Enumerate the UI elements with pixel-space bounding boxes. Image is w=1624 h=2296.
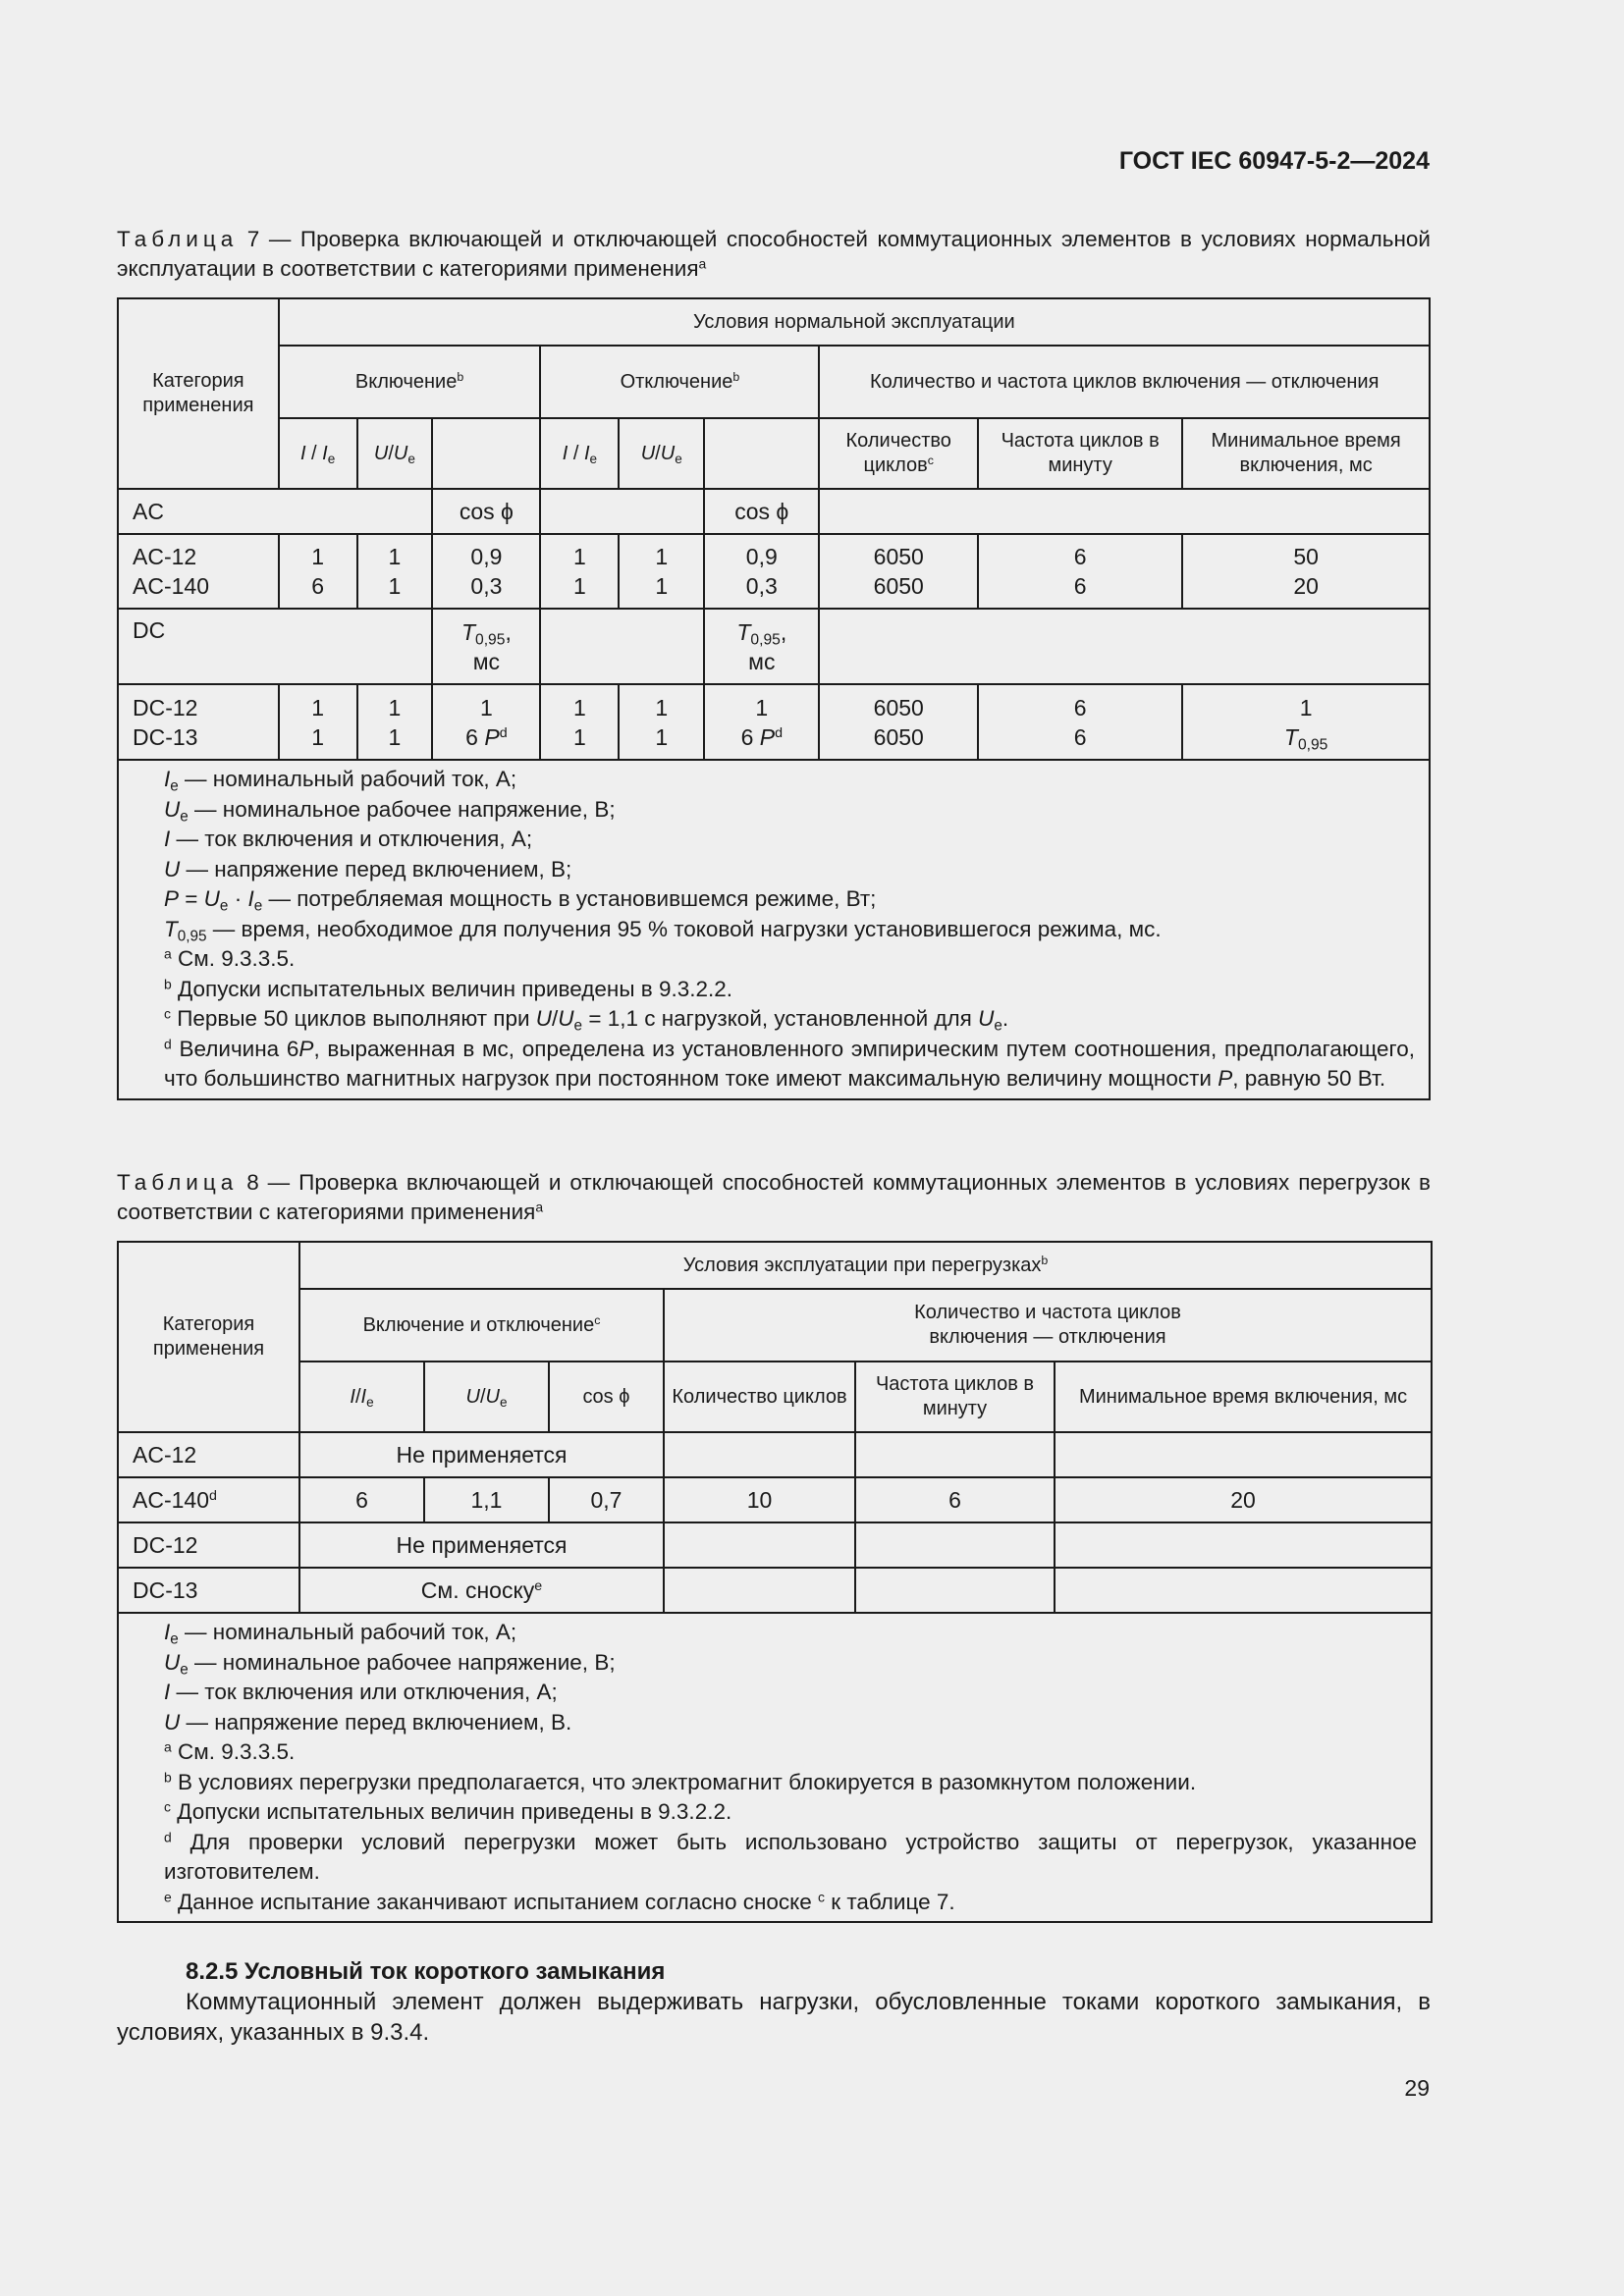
- t7-dc-categories: DC-12 DC-13: [118, 684, 279, 760]
- t7-dc-make-t: $T_{0,95}$, мс: [432, 609, 540, 684]
- t7-header-make-empty: [432, 418, 540, 489]
- t7-header-break-u: $U/U_e$: [619, 418, 704, 489]
- t7-dc-break-t-values: 1 6 $P^d$: [704, 684, 819, 760]
- t8-header-min-time: Минимальное время включения, мс: [1055, 1362, 1432, 1432]
- t7-dc-label: DC: [118, 609, 432, 684]
- t7-ac-break-u: 1 1: [619, 534, 704, 609]
- section-8-2-5: [117, 1956, 1431, 2048]
- t7-header-break-i: I / $I_e$: [540, 418, 619, 489]
- t8-row-ac140-frequency: 6: [855, 1477, 1055, 1522]
- t8-row-ac140-cycles: 10: [664, 1477, 855, 1522]
- t7-header-break-empty: [704, 418, 819, 489]
- t7-notes: $I_e$ — номинальный рабочий ток, А; $U_e$ — номинальное рабочее напряжение, В; I — ток включения и отключения, А; U — напряжение перед включением, В; $P = U_e \cdot I_e$ — потребляемая мощность в установившемся режиме, Вт; $T_{0,95}$ — время, необходимое для получения 95 % токовой нагрузки установившегося режима, мс. $^a$ См. 9.3.3.5. $^b$ Допуски испытательных величин приведены в 9.3.2.2. $^c$ Первые 50 циклов выполняют при $U/U_e = 1,1$ с нагрузкой, установленной для $U_e$. $^d$ Величина 6P, выраженная в мс, определена из установленного эмпирическим путем соотношения, предполагающего, что большинство магнитных нагрузок при постоянном токе имеют максимальную величину мощности P, равную 50 Вт.: [118, 760, 1430, 1099]
- page-number: 29: [1404, 2075, 1430, 2101]
- t7-header-cycles-count: Количество циклов$^c$: [819, 418, 978, 489]
- t7-ac-break-cos: cos ϕ: [704, 489, 819, 534]
- t7-ac-break-cos-values: 0,9 0,3: [704, 534, 819, 609]
- t8-row-ac140-cos: 0,7: [549, 1477, 664, 1522]
- t7-header-min-time: Минимальное время включения, мс: [1182, 418, 1430, 489]
- t7-ac-min-time: 50 20: [1182, 534, 1430, 609]
- t8-row-ac12-category: AC-12: [118, 1432, 299, 1477]
- t8-row-ac12-frequency: [855, 1432, 1055, 1477]
- t8-header-frequency: Частота циклов в минуту: [855, 1362, 1055, 1432]
- t7-dc-frequency: 6 6: [978, 684, 1182, 760]
- t7-dc-cycles: 6050 6050: [819, 684, 978, 760]
- t7-ac-make-u: 1 1: [357, 534, 433, 609]
- t7-ac-make-cos-values: 0,9 0,3: [432, 534, 540, 609]
- t7-ac-empty: [540, 489, 704, 534]
- t8-notes: $I_e$ — номинальный рабочий ток, А; $U_e$ — номинальное рабочее напряжение, В; I — ток включения или отключения, А; U — напряжение перед включением, В. $^a$ См. 9.3.3.5. $^b$ В условиях перегрузки предполагается, что электромагнит блокируется в разомкнутом положении. $^c$ Допуски испытательных величин приведены в 9.3.2.2. $^d$ Для проверки условий перегрузки может быть использовано устройство защиты от перегрузок, указанное изготовителем. $^e$ Данное испытание заканчивают испытанием согласно сноске $^c$ к таблице 7.: [118, 1613, 1432, 1922]
- t8-row-ac140-i: 6: [299, 1477, 424, 1522]
- t7-ac-label: AC: [118, 489, 432, 534]
- table8: [117, 1241, 1433, 1923]
- section-heading: 8.2.5 Условный ток короткого замыкания: [186, 1958, 666, 1985]
- t8-header-category: Категория применения: [118, 1242, 299, 1432]
- t8-row-ac140-min-time: 20: [1055, 1477, 1432, 1522]
- t8-header-make-break: Включение и отключение$^c$: [299, 1289, 664, 1362]
- t7-header-make-u: $U/U_e$: [357, 418, 433, 489]
- t8-row-dc13-cycles: [664, 1568, 855, 1613]
- t7-header-category: Категория применения: [118, 298, 279, 489]
- t7-dc-empty: [540, 609, 704, 684]
- t7-header-frequency: Частота циклов в минуту: [978, 418, 1182, 489]
- t7-header-make-i: I / $I_e$: [279, 418, 357, 489]
- t7-ac-empty-2: [819, 489, 1430, 534]
- t7-ac-make-cos: cos ϕ: [432, 489, 540, 534]
- t8-row-ac12-min-time: [1055, 1432, 1432, 1477]
- document-header: ГОСТ IEC 60947-5-2—2024: [1118, 147, 1430, 175]
- t8-row-dc12-frequency: [855, 1522, 1055, 1568]
- t8-row-dc13-merged: См. сноску$^e$: [299, 1568, 664, 1613]
- t8-row-dc13-min-time: [1055, 1568, 1432, 1613]
- t7-header-break: Отключение$^b$: [540, 346, 819, 418]
- t7-ac-categories: AC-12 AC-140: [118, 534, 279, 609]
- t8-header-cycles-count: Количество циклов: [664, 1362, 855, 1432]
- t7-header-make: Включение$^b$: [279, 346, 541, 418]
- t7-ac-frequency: 6 6: [978, 534, 1182, 609]
- t8-header-i: $I/I_e$: [299, 1362, 424, 1432]
- t8-row-dc13-category: DC-13: [118, 1568, 299, 1613]
- t7-dc-min-time: 1 $T_{0,95}$: [1182, 684, 1430, 760]
- t7-ac-cycles: 6050 6050: [819, 534, 978, 609]
- t7-dc-break-i: 1 1: [540, 684, 619, 760]
- t8-row-dc12-merged: Не применяется: [299, 1522, 664, 1568]
- t8-row-dc12-min-time: [1055, 1522, 1432, 1568]
- t8-row-ac12-merged: Не применяется: [299, 1432, 664, 1477]
- t7-dc-break-u: 1 1: [619, 684, 704, 760]
- t8-header-cos: cos ϕ: [549, 1362, 664, 1432]
- table7: [117, 297, 1431, 1100]
- t7-dc-break-t: $T_{0,95}$, мс: [704, 609, 819, 684]
- t7-dc-make-t-values: 1 6 $P^d$: [432, 684, 540, 760]
- t7-ac-make-i: 1 6: [279, 534, 357, 609]
- t8-header-cycles-group: Количество и частота циклов включения — отключения: [664, 1289, 1432, 1362]
- t7-dc-empty-2: [819, 609, 1430, 684]
- t8-header-overload: Условия эксплуатации при перегрузках$^b$: [299, 1242, 1432, 1289]
- t8-row-dc12-cycles: [664, 1522, 855, 1568]
- table8-caption: Таблица 8 — Проверка включающей и отключающей способностей коммутационных элементов в условиях перегрузок в соответствии с категориями применения$^a$: [117, 1170, 1431, 1224]
- t8-row-ac12-cycles: [664, 1432, 855, 1477]
- section-text: Коммутационный элемент должен выдерживать нагрузки, обусловленные токами короткого замыкания, в условиях, указанных в 9.3.4.: [117, 1989, 1431, 2046]
- t8-header-u: $U/U_e$: [424, 1362, 549, 1432]
- t7-header-cycles-group: Количество и частота циклов включения — отключения: [819, 346, 1430, 418]
- t8-row-dc13-frequency: [855, 1568, 1055, 1613]
- t7-ac-break-i: 1 1: [540, 534, 619, 609]
- table7-caption: Таблица 7 — Проверка включающей и отключающей способностей коммутационных элементов в условиях нормальной эксплуатации в соответствии с категориями применения$^a$: [117, 227, 1431, 281]
- t8-row-ac140-u: 1,1: [424, 1477, 549, 1522]
- t8-row-ac140-category: AC-140$^d$: [118, 1477, 299, 1522]
- t8-row-dc12-category: DC-12: [118, 1522, 299, 1568]
- t7-dc-make-i: 1 1: [279, 684, 357, 760]
- t7-dc-make-u: 1 1: [357, 684, 433, 760]
- t7-header-normal: Условия нормальной эксплуатации: [279, 298, 1430, 346]
